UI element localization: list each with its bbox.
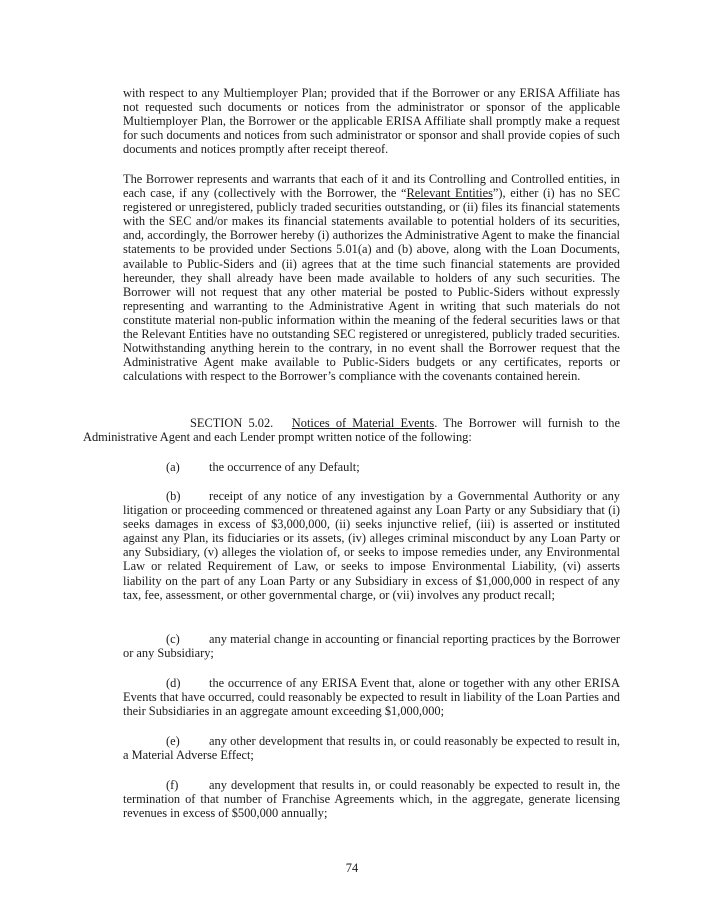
defined-term-relevant-entities: Relevant Entities <box>406 186 493 201</box>
list-item-e <box>123 734 620 762</box>
item-label: (a) <box>166 460 180 474</box>
list-item-c <box>123 632 620 660</box>
section-5-02-heading <box>83 416 620 444</box>
section-intro: The Borrower will furnish to the Administrative Agent and each Lender prompt written notice of the following: <box>83 416 620 445</box>
item-label: (e) <box>166 734 180 748</box>
item-label: (b) <box>166 489 181 503</box>
item-text: receipt of any notice of any investigation by a Governmental Authority or any litigation or proceeding commenced or threatened against any Loan Party or any Subsidiary that (i) seeks damages in excess of $3,000,000, (ii) seeks injunctive relief, (iii) is asserted or instituted against any Plan, its fiduciaries or its assets, (iv) alleges criminal misconduct by any Loan Party or any Subsidiary, (v) alleges the violation of, or seeks to impose remedies under, any Environmental Law or related Requirement of Law, or seeks to impose Environmental Liability, (vi) asserts liability on the part of any Loan Party or any Subsidiary in excess of $1,000,000 in respect of any tax, fee, assessment, or other governmental charge, or (vii) involves any product recall; <box>123 489 620 602</box>
item-text: the occurrence of any ERISA Event that, alone or together with any other ERISA Events that have occurred, could reasonably be expected to result in liability of the Loan Parties and their Subsidiaries in an aggregate amount exceeding $1,000,000; <box>123 676 620 719</box>
section-title: Notices of Material Events <box>291 416 435 430</box>
paragraph-public-siders <box>123 172 620 383</box>
item-text: any development that results in, or could reasonably be expected to result in, the termination of that number of Franchise Agreements which, in the aggregate, generate licensing revenues in excess of $500,000 annually; <box>123 778 620 821</box>
section-number: SECTION 5.02. <box>190 416 274 430</box>
page-number: 74 <box>345 861 359 875</box>
list-item-f <box>123 778 620 820</box>
item-label: (d) <box>166 676 181 690</box>
item-label: (f) <box>166 778 179 792</box>
list-item-d <box>123 676 620 718</box>
section-title-punct: . <box>434 416 438 430</box>
paragraph-text: The Borrower represents and warrants that each of it and its Controlling and Controlled entities, in each case, if any (collectively with the Borrower, the “ <box>123 172 620 201</box>
item-text: any other development that results in, or could reasonably be expected to result in, a Material Adverse Effect; <box>123 734 620 763</box>
item-label: (c) <box>166 632 180 646</box>
paragraph-text: ”), either (i) has no SEC registered or unregistered, publicly traded securities outstanding, or (ii) files its financial statements with the SEC and/or makes its financial statements available to potential holders of its securities, and, accordingly, the Borrower hereby (i) authorizes the Administrative Agent to make the financial statements to be provided under Sections 5.01(a) and (b) above, along with the Loan Documents, available to Public-Siders and (ii) agrees that at the time such financial statements are provided hereunder, they shall already have been made available to holders of any such securities. The Borrower will not request that any other material be posted to Public-Siders without expressly representing and warranting to the Administrative Agent in writing that such materials do not constitute material non-public information within the meaning of the federal securities laws or that the Relevant Entities have no outstanding SEC registered or unregistered, publicly traded securities. Notwithstanding anything herein to the contrary, in no event shall the Borrower request that the Administrative Agent make available to Public-Siders budgets or any certificates, reports or calculations with respect to the Borrower’s compliance with the covenants contained herein. <box>123 186 620 384</box>
item-text: any material change in accounting or financial reporting practices by the Borrower or any Subsidiary; <box>123 632 620 661</box>
item-text: the occurrence of any Default; <box>209 460 360 474</box>
list-item-b <box>123 489 620 602</box>
list-item-a <box>123 460 620 474</box>
paragraph-multiemployer-plan: with respect to any Multiemployer Plan; provided that if the Borrower or any ERISA Affiliate has not requested such documents or notices from the administrator or sponsor of the applicable Multiemployer Plan, the Borrower or the applicable ERISA Affiliate shall promptly make a request for such documents and notices from such administrator or sponsor and shall provide copies of such documents and notices promptly after receipt thereof. <box>123 86 620 157</box>
